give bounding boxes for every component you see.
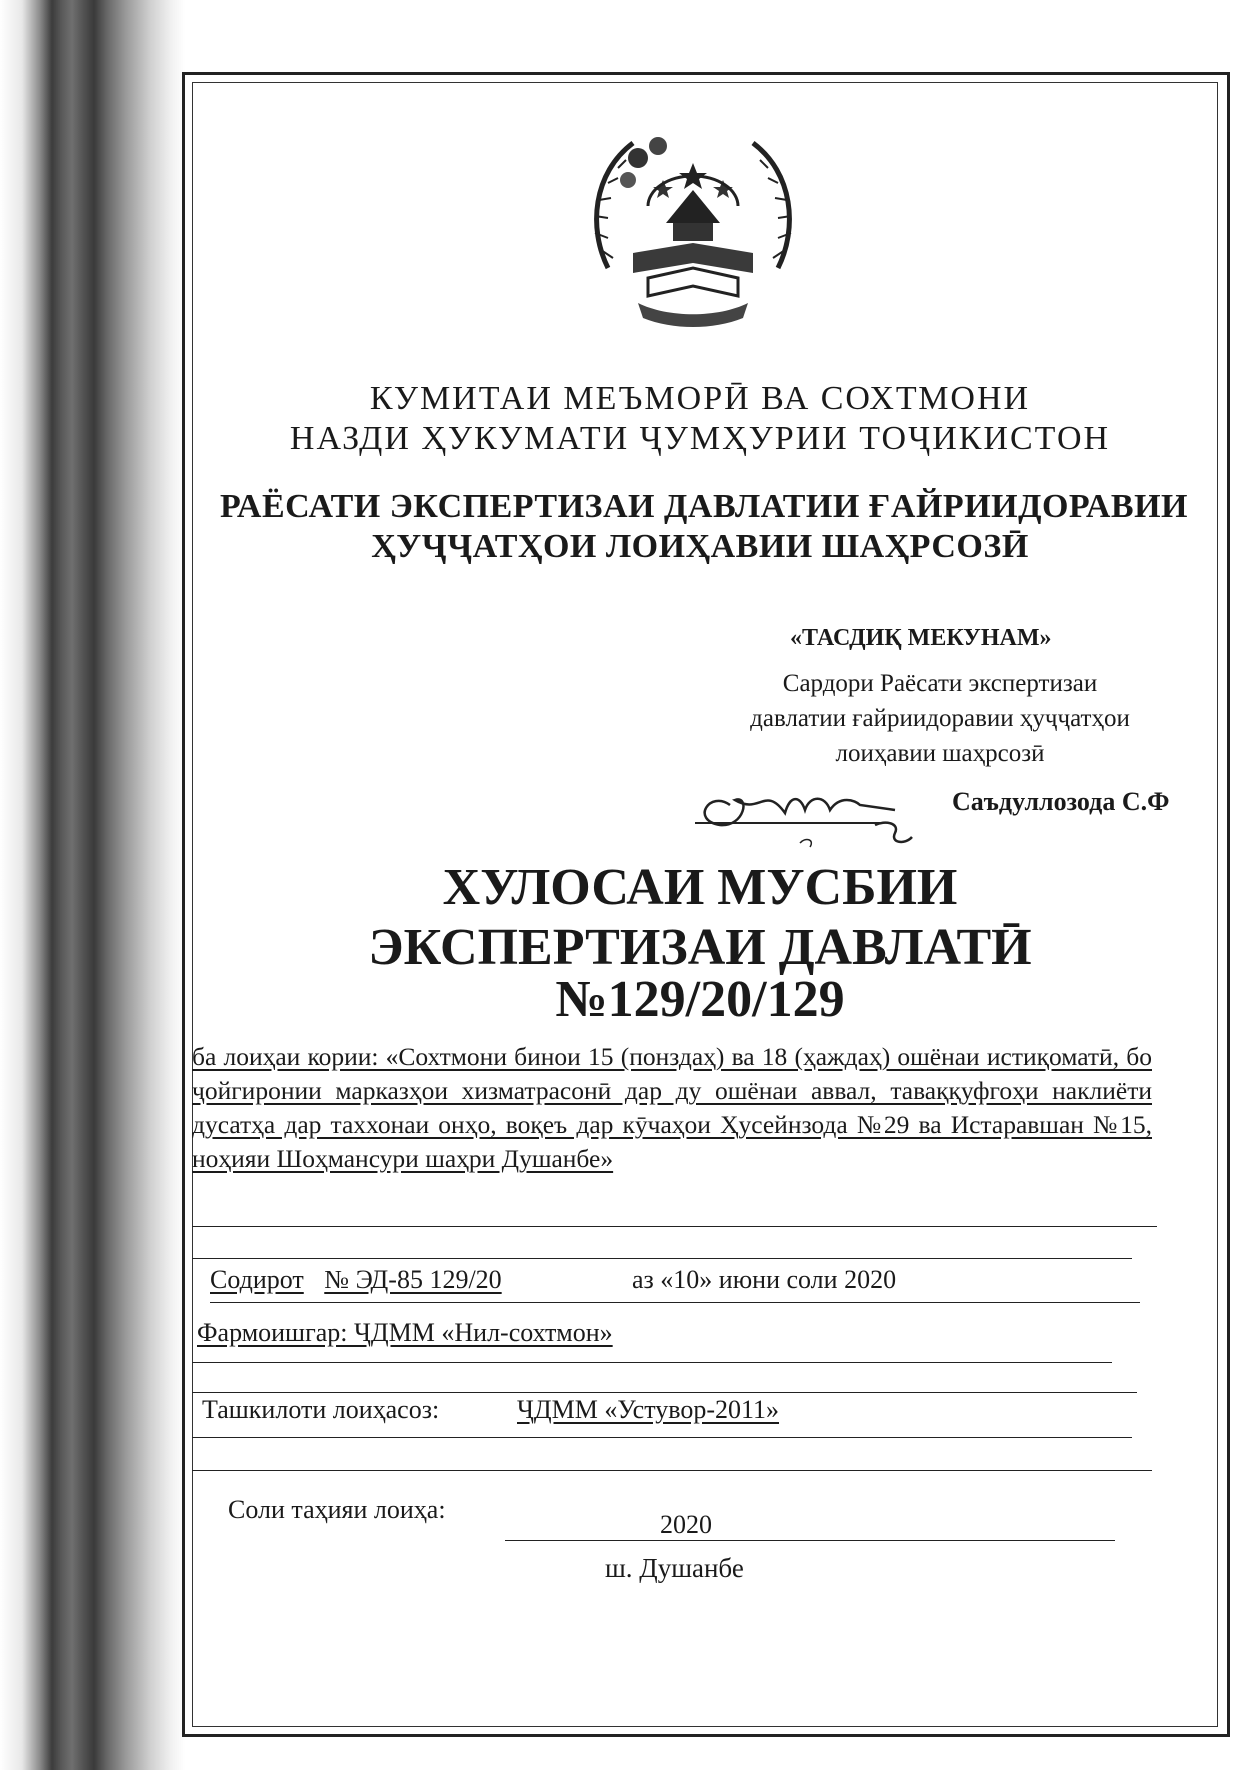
issued-label-text: Содирот <box>210 1265 304 1294</box>
committee-name-line1: КУМИТАИ МЕЪМОРӢ ВА СОХТМОНИ <box>369 380 1031 417</box>
committee-name-line2: НАЗДИ ҲУКУМАТИ ҶУМҲУРИИ ТОҶИКИСТОН <box>289 420 1111 457</box>
designer-label: Ташкилоти лоиҳасоз: <box>202 1395 440 1424</box>
issued-label <box>210 1265 502 1295</box>
document-number: №129/20/129 <box>555 971 845 1028</box>
customer: Фармоишгар: ҶДММ «Нил-сохтмон» <box>197 1318 613 1347</box>
document-title-line1: ХУЛОСАИ МУСБИИ <box>442 859 958 916</box>
rule-line <box>192 1362 1112 1363</box>
issued-date: аз «10» июни соли 2020 <box>632 1265 897 1294</box>
rule-line <box>192 1437 1132 1438</box>
approver-position-line1: Сардори Раёсати экспертизаи <box>782 670 1098 697</box>
year-value: 2020 <box>660 1510 712 1539</box>
state-emblem-icon <box>578 118 808 333</box>
approver-position-line2: давлатии ғайриидоравии ҳуҷҷатҳои <box>750 705 1130 732</box>
council-name-line1: РАЁСАТИ ЭКСПЕРТИЗАИ ДАВЛАТИИ ҒАЙРИИДОРАВИИ <box>220 488 1188 525</box>
rule-line <box>192 1470 1152 1471</box>
project-description: ба лоиҳаи кории: «Сохтмони бинои 15 (понздаҳ) ва 18 (ҳаждаҳ) ошёнаи истиқоматӣ, бо ҷойгиронии марказҳои хизматрасонӣ дар ду ошёнаи аввал, таваққуфгоҳи наклиёти дусатҳа дар таххонаи онҳо, воқеъ дар кӯчаҳои Ҳусейнзода №29 ва Истаравшан №15, ноҳияи Шоҳмансури шаҳри Душанбе» <box>192 1042 1152 1173</box>
city-name: ш. Душанбе <box>605 1553 744 1583</box>
rule-line <box>192 1258 1132 1259</box>
issued-number: № ЭД-85 129/20 <box>324 1265 502 1294</box>
signer-name: Саъдуллозода С.Ф <box>952 787 1170 816</box>
year-label: Соли таҳияи лоиҳа: <box>228 1495 446 1524</box>
designer-value: ҶДММ «Устувор-2011» <box>517 1395 780 1424</box>
year-field <box>505 1510 1115 1541</box>
rule-line <box>192 1226 1157 1227</box>
approval-stamp: «ТАСДИҚ МЕКУНАМ» <box>790 625 1052 651</box>
handwritten-signature <box>690 765 950 855</box>
document-title-line2: ЭКСПЕРТИЗАИ ДАВЛАТӢ <box>368 919 1032 976</box>
binding-shadow <box>0 0 185 1770</box>
rule-line <box>210 1302 1140 1303</box>
approver-position-line3: лоиҳавии шаҳрсозӣ <box>835 740 1045 767</box>
council-name-line2: ҲУҶҶАТҲОИ ЛОИҲАВИИ ШАҲРСОЗӢ <box>371 528 1029 565</box>
rule-line <box>192 1392 1137 1393</box>
